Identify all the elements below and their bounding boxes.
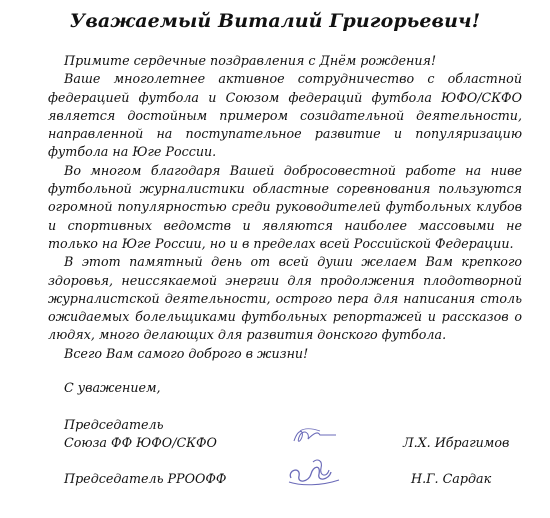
- letter-body: [48, 52, 522, 363]
- paragraph-cooperation: Ваше многолетнее активное сотрудничество с областной федерацией футбола и Союзом федераций футбола ЮФО/СКФО является достойным примером созидательной деятельности, направленной на поступательное развитие и популяризацию футбола на Юге России.: [48, 71, 522, 160]
- signatory-1-title-line1: Председатель: [64, 417, 164, 432]
- paragraph-final-wish: Всего Вам самого доброго в жизни!: [64, 345, 309, 361]
- signatory-2-name: Н.Г. Сардак: [411, 471, 492, 486]
- signatory-1-name: Л.Х. Ибрагимов: [403, 435, 510, 450]
- paragraph-wishes: В этот памятный день от всей души желаем Вам крепкого здоровья, неиссякаемой энергии для продолжения плодотворной журналистской деятельности, острого пера для написания столь ожидаемых болельщиками футбольных репортажей и рассказов о людях, много делающих для развития донского футбола.: [48, 254, 522, 343]
- paragraph-journalism: Во многом благодаря Вашей добросовестной работе на ниве футбольной журналистики областные соревнования пользуются огромной популярностью среди руководителей футбольных клубов и спортивных ведомств и являются наиболее массовыми не только на Юге России, но и в пределах всей Российской Федерации.: [48, 162, 522, 251]
- signatory-1-title-line2: Союза ФФ ЮФО/СКФО: [64, 435, 217, 450]
- paragraph-congratulation: Примите сердечные поздравления с Днём рождения!: [64, 53, 437, 68]
- signatory-1-title: [64, 416, 217, 452]
- signatory-2-title: Председатель РРООФФ: [64, 471, 227, 486]
- letter-greeting: Уважаемый Виталий Григорьевич!: [69, 10, 481, 32]
- signature-2-icon: [285, 456, 343, 490]
- signature-1-icon: [290, 425, 340, 447]
- closing-phrase: С уважением,: [64, 380, 161, 395]
